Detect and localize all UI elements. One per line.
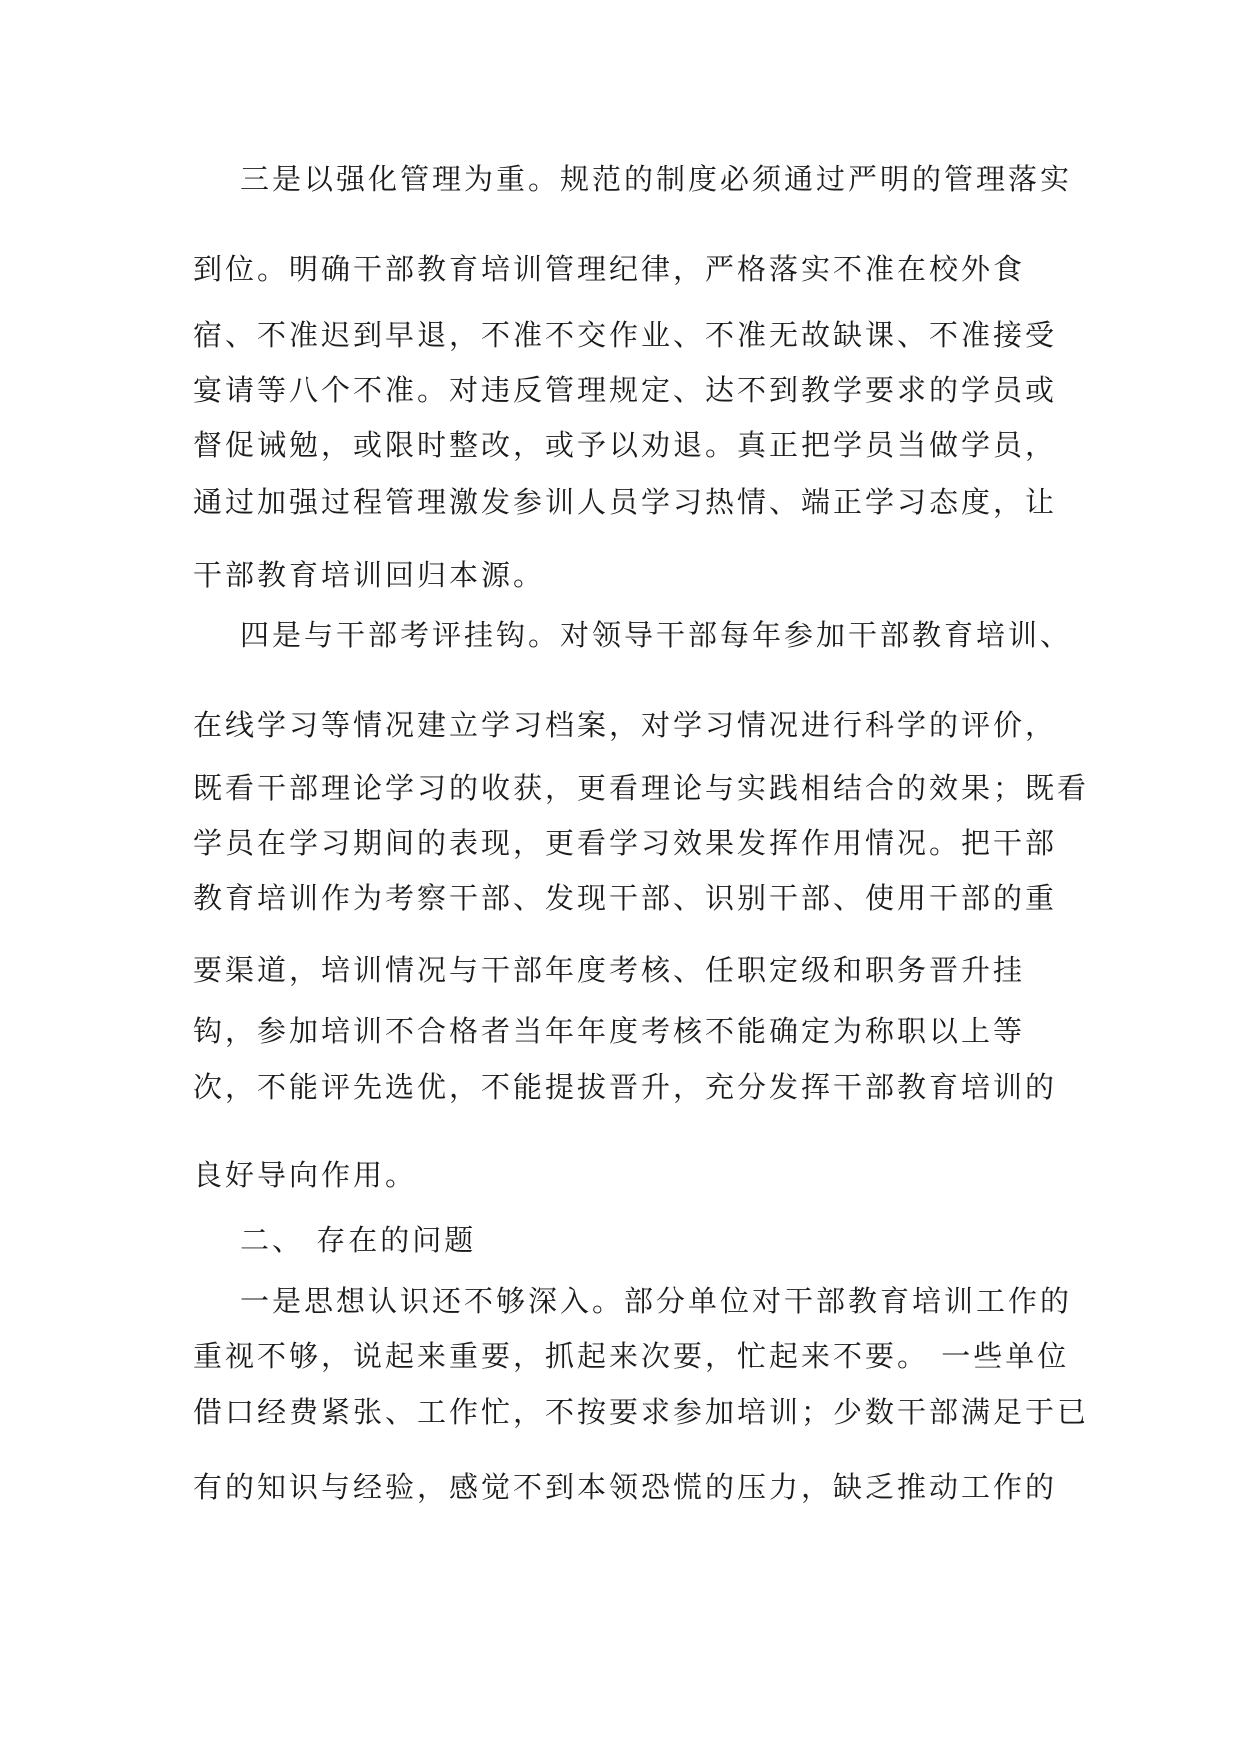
- paragraph-line: 良好导向作用。: [193, 1158, 418, 1192]
- paragraph-line: 教育培训作为考察干部、发现干部、识别干部、使用干部的重: [193, 881, 1058, 915]
- paragraph-line: 宿、不准迟到早退，不准不交作业、不准无故缺课、不准接受: [193, 318, 1058, 352]
- paragraph-line: 既看干部理论学习的收获，更看理论与实践相结合的效果；既看: [193, 771, 1090, 805]
- paragraph-line: 借口经费紧张、工作忙，不按要求参加培训；少数干部满足于已: [193, 1395, 1090, 1429]
- paragraph-line: 三是以强化管理为重。规范的制度必须通过严明的管理落实: [240, 162, 1073, 196]
- paragraph-line: 通过加强过程管理激发参训人员学习热情、端正学习态度，让: [193, 485, 1058, 519]
- paragraph-line: 督促诫勉，或限时整改，或予以劝退。真正把学员当做学员，: [193, 428, 1058, 462]
- paragraph-line: 有的知识与经验，感觉不到本领恐慌的压力，缺乏推动工作的: [193, 1470, 1058, 1504]
- paragraph-line: 一是思想认识还不够深入。部分单位对干部教育培训工作的: [240, 1284, 1073, 1318]
- paragraph-line: 钩，参加培训不合格者当年年度考核不能确定为称职以上等: [193, 1014, 1026, 1048]
- paragraph-line: 重视不够，说起来重要，抓起来次要，忙起来不要。 一些单位: [193, 1339, 1070, 1373]
- paragraph-line: 宴请等八个不准。对违反管理规定、达不到教学要求的学员或: [193, 373, 1058, 407]
- paragraph-line: 次，不能评先选优，不能提拔晋升，充分发挥干部教育培训的: [193, 1070, 1058, 1104]
- paragraph-line: 干部教育培训回归本源。: [193, 558, 546, 592]
- paragraph-line: 要渠道，培训情况与干部年度考核、任职定级和职务晋升挂: [193, 953, 1026, 987]
- paragraph-line: 到位。明确干部教育培训管理纪律，严格落实不准在校外食: [193, 252, 1026, 286]
- paragraph-line: 在线学习等情况建立学习档案，对学习情况进行科学的评价，: [193, 708, 1058, 742]
- section-heading: 二、 存在的问题: [240, 1223, 477, 1257]
- paragraph-line: 四是与干部考评挂钩。对领导干部每年参加干部教育培训、: [240, 618, 1073, 652]
- paragraph-line: 学员在学习期间的表现，更看学习效果发挥作用情况。把干部: [193, 826, 1058, 860]
